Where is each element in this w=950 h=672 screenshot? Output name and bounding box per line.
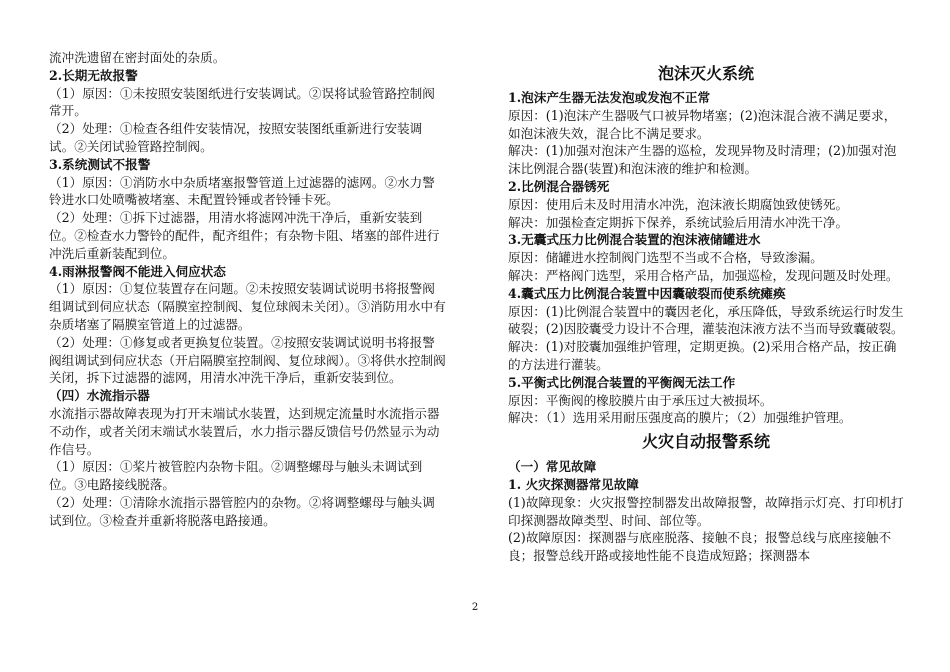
section-heading: 3.系统测试不报警 xyxy=(49,156,151,172)
paragraph: (1)故障现象：火灾报警控制器发出故障报警，故障指示灯亮、打印机打印探测器故障类型、时间、部位等。 xyxy=(508,494,904,528)
section-heading: （四）水流指示器 xyxy=(49,388,150,404)
paragraph: 解决：(1)加强对泡沫产生器的巡检，发现异物及时清理；(2)加强对泡沫比例混合器(装置)和泡沫液的维护和检测。 xyxy=(508,143,897,177)
section-heading: 4.囊式压力比例混合装置中因囊破裂而使系统瘫痪 xyxy=(508,285,786,301)
section-heading: （一）常见故障 xyxy=(508,459,597,475)
paragraph: （1）原因：①未按照安装图纸进行安装调试。②误将试验管路控制阀常开。 xyxy=(49,85,435,119)
paragraph: （1）原因：①消防水中杂质堵塞报警管道上过滤器的滤网。②水力警铃进水口处喷嘴被堵塞、未配置铃锤或者铃锤卡死。 xyxy=(49,174,435,208)
page-number: 2 xyxy=(471,602,479,613)
left-column xyxy=(49,49,447,530)
paragraph: (2)故障原因：探测器与底座脱落、接触不良；报警总线与底座接触不良；报警总线开路或接地性能不良造成短路；探测器本 xyxy=(508,530,892,564)
paragraph: （2）处理：①清除水流指示器管腔内的杂物。②将调整螺母与触头调试到位。③检查并重新将脱落电路接通。 xyxy=(49,494,435,528)
paragraph: 解决：加强检查定期拆下保养，系统试验后用清水冲洗干净。 xyxy=(508,214,849,230)
paragraph: 解决：(1)对胶囊加强维护管理，定期更换。(2)采用合格产品，按正确的方法进行灌装。 xyxy=(508,339,897,372)
section-heading: 5.平衡式比例混合装置的平衡阀无法工作 xyxy=(508,374,736,390)
fire-title: 火灾自动报警系统 xyxy=(641,432,770,452)
section-heading: 2.比例混合器锈死 xyxy=(508,178,610,194)
paragraph: 原因：(1)比例混合装置中的囊因老化，承压降低，导致系统运行时发生破裂；(2)因胶囊受力设计不合理，灌装泡沫液方法不当而导致囊破裂。 xyxy=(508,303,904,337)
foam-title: 泡沫灭火系统 xyxy=(657,64,754,83)
paragraph: 水流指示器故障表现为打开末端试水装置，达到规定流量时水流指示器不动作，或者关闭末端试水装置后，水力指示器反馈信号仍然显示为动作信号。 xyxy=(49,405,440,457)
section-heading: 4.雨淋报警阀不能进入伺应状态 xyxy=(49,263,226,279)
section-heading: 2.长期无故报警 xyxy=(49,67,138,83)
paragraph: 原因：使用后未及时用清水冲洗，泡沫液长期腐蚀致使锈死。 xyxy=(508,196,849,212)
section-heading: 1. 火灾探测器常见故障 xyxy=(508,476,639,492)
paragraph: （1）原因：①桨片被管腔内杂物卡阻。②调整螺母与触头未调试到位。③电路接线脱落。 xyxy=(49,459,423,493)
paragraph: 解决：（1）选用采用耐压强度高的膜片；（2）加强维护管理。 xyxy=(508,410,852,426)
section-heading: 3.无囊式压力比例混合装置的泡沫液储罐进水 xyxy=(508,232,761,248)
paragraph: （2）处理：①检查各组件安装情况，按照安装图纸重新进行安装调试。②关闭试验管路控制阀。 xyxy=(49,121,423,154)
section-heading: 1.泡沫产生器无法发泡或发泡不正常 xyxy=(508,90,711,105)
paragraph: （2）处理：①拆下过滤器，用清水将滤网冲洗干净后，重新安装到位。②检查水力警铃的配件，配齐组件；有杂物卡阻、堵塞的部件进行冲洗后重新装配到位。 xyxy=(49,210,440,261)
paragraph: （1）原因：①复位装置存在问题。②未按照安装调试说明书将报警阀组调试到伺应状态（隔膜室控制阀、复位球阀未关闭）。③消防用水中有杂质堵塞了隔膜室管道上的过滤器。 xyxy=(49,281,446,332)
paragraph: 流冲洗遗留在密封面处的杂质。 xyxy=(49,50,226,65)
paragraph: 原因：平衡阀的橡胶膜片由于承压过大被损坏。 xyxy=(508,392,773,408)
paragraph: 解决：严格阀门选型，采用合格产品，加强巡检，发现问题及时处理。 xyxy=(508,267,899,283)
paragraph: 原因：(1)泡沫产生器吸气口被异物堵塞；(2)泡沫混合液不满足要求，如泡沫液失效，混合比不满足要求。 xyxy=(508,107,897,141)
right-column xyxy=(508,62,904,565)
paragraph: 原因：储罐进水控制阀门选型不当或不合格，导致渗漏。 xyxy=(508,250,823,266)
paragraph: （2）处理：①修复或者更换复位装置。②按照安装调试说明书将报警阀组调试到伺应状态（开启隔膜室控制阀、复位球阀）。③将供水控制阀关闭，拆下过滤器的滤网，用清水冲洗干净后，重新安装到位。 xyxy=(49,334,446,386)
